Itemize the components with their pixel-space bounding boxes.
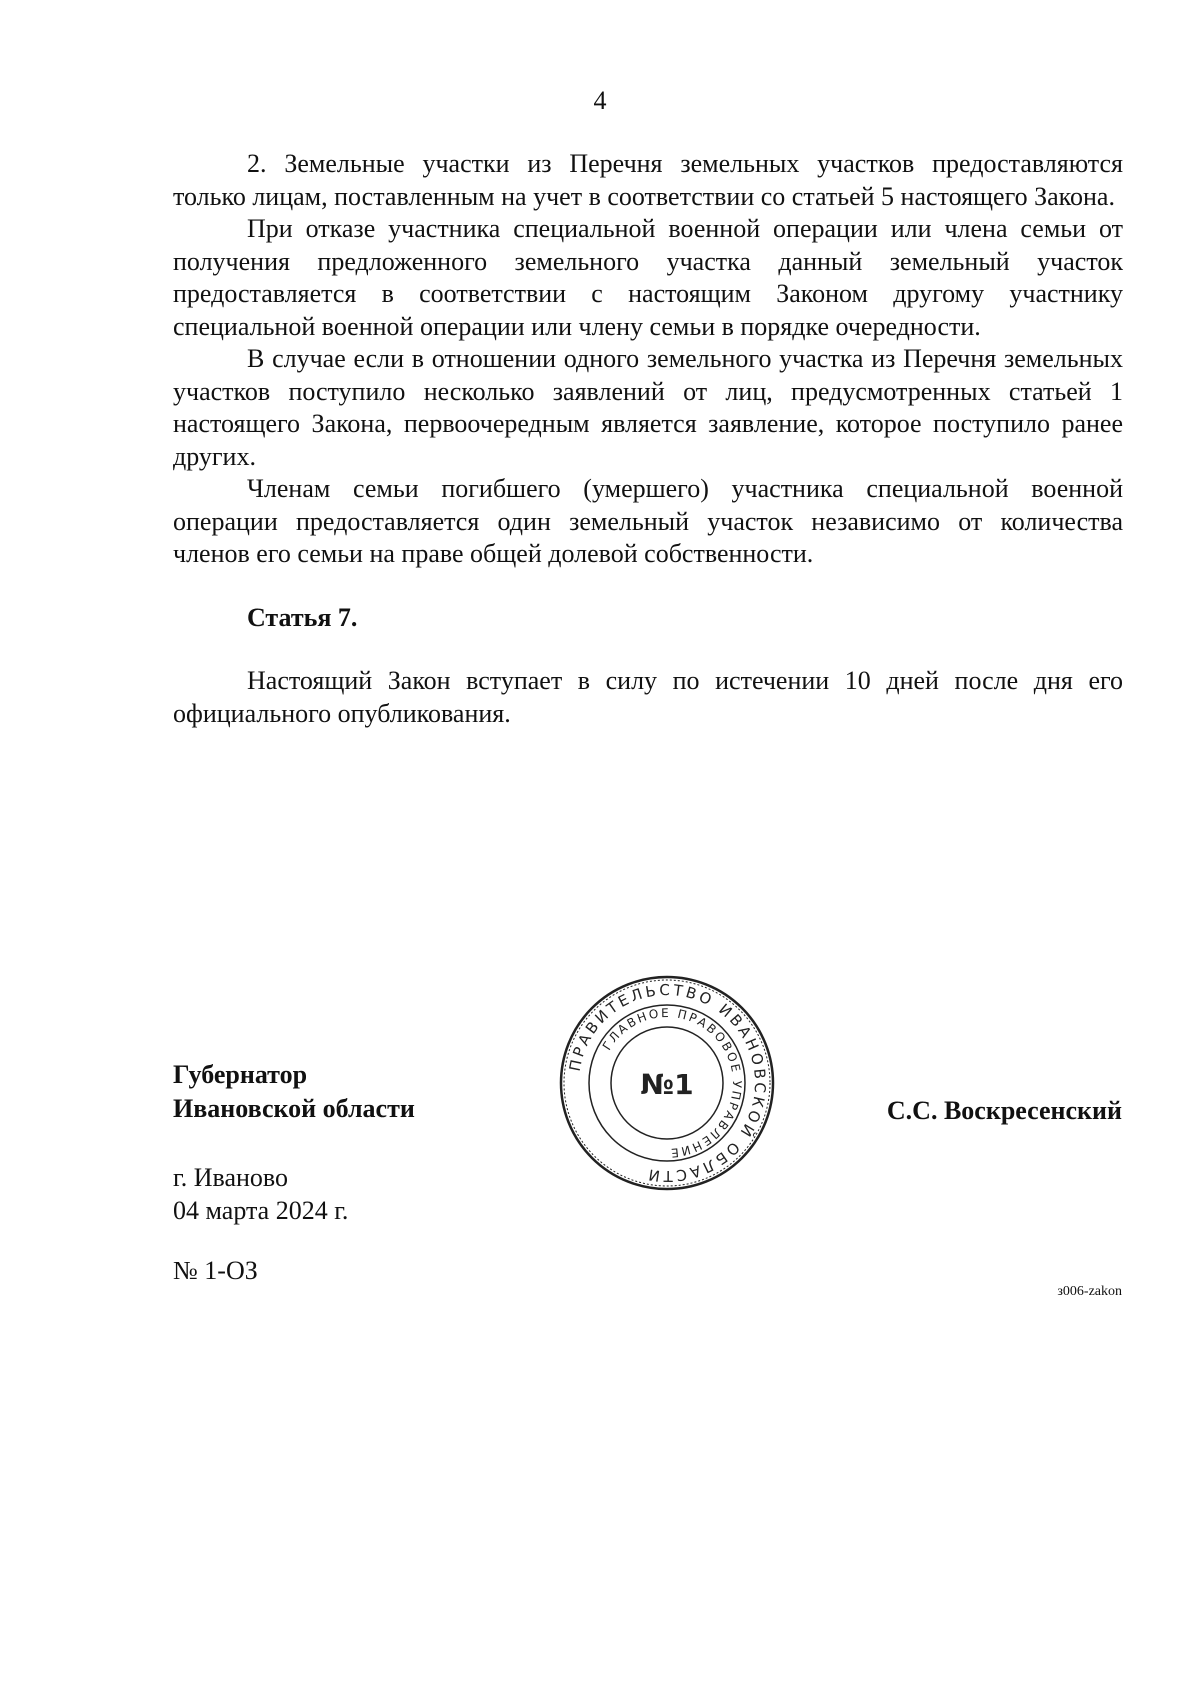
paragraph-3: В случае если в отношении одного земельного участка из Перечня земельных участков поступило несколько заявлений от лиц, предусмотренных статьей 1 настоящего Закона, первоочередным является заявление, которое поступило ранее других. [173,344,1123,471]
position-line-1: Губернатор [173,1060,308,1089]
place: г. Иваново [173,1163,288,1192]
paragraph-4: Членам семьи погибшего (умершего) участника специальной военной операции предоставляется один земельный участок независимо от количества членов его семьи на праве общей долевой собственности. [173,474,1123,568]
stamp-center-number: №1 [640,1068,694,1101]
position-line-2: Ивановской области [173,1094,415,1123]
paragraph-2: При отказе участника специальной военной операции или члена семьи от получения предложенного земельного участка данный земельный участок предоставляется в соответствии с настоящим Законом другому участнику специальной военной операции или члену семьи в порядке очередности. [173,214,1123,341]
official-seal-stamp [557,973,777,1193]
stamp-outer-text: ПРАВИТЕЛЬСТВО ИВАНОВСКОЙ ОБЛАСТИ [565,980,770,1186]
signatory-position [173,1058,415,1126]
document-body [173,148,1123,730]
stamp-inner-text: ГЛАВНОЕ ПРАВОВОЕ УПРАВЛЕНИЕ [599,1005,745,1161]
article-text: Настоящий Закон вступает в силу по истечении 10 дней после дня его официального опубликования. [173,666,1123,728]
paragraph-1: 2. Земельные участки из Перечня земельных участков предоставляются только лицам, поставленным на учет в соответствии со статьей 5 настоящего Закона. [173,149,1123,211]
place-and-date [173,1161,348,1227]
document-code: з006-zakon [1057,1284,1122,1299]
date: 04 марта 2024 г. [173,1196,349,1225]
article-title: Статья 7. [247,602,358,632]
page-number: 4 [593,86,607,115]
law-number: № 1-ОЗ [173,1256,258,1285]
signatory-name: С.С. Воскресенский [886,1096,1122,1125]
